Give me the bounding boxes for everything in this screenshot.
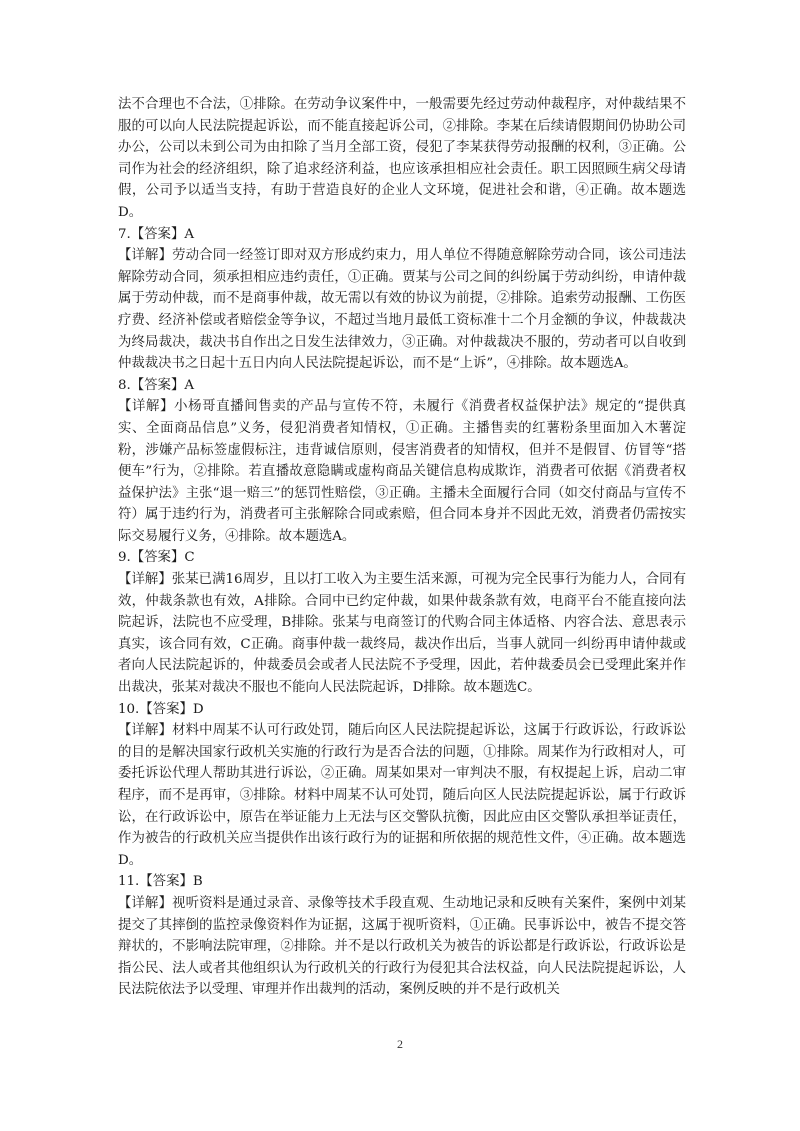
page-number: 2 xyxy=(397,1037,403,1051)
answer-heading-9: 9.【答案】C xyxy=(118,550,195,566)
explanation-8: 【详解】小杨哥直播间售卖的产品与宣传不符，未履行《消费者权益保护法》规定的“提供真实、全面商品信息”义务，侵犯消费者知情权，①正确。主播售卖的红薯粉条里面加入木薯淀粉，涉嫌产品标签虚假标注，违背诚信原则，侵害消费者的知情权，但并不是假冒、仿冒等“搭便车”行为，②排除。若直播故意隐瞒或虚构商品关键信息构成欺诈，消费者可依据《消费者权益保护法》主张“退一赔三”的惩罚性赔偿，③正确。主播未全面履行合同（如交付商品与宣传不符）属于违约行为，消费者可主张解除合同或索赔，但合同本身并不因此无效，消费者仍需按实际交易履行义务，④排除。故本题选A。 xyxy=(118,399,686,544)
answer-heading-11: 11.【答案】B xyxy=(118,874,203,890)
explanation-11: 【详解】视听资料是通过录音、录像等技术手段直观、生动地记录和反映有关案件，案例中刘某提交了其摔倒的监控录像资料作为证据，这属于视听资料，①正确。民事诉讼中，被告不提交答辩状的，不影响法院审理，②排除。并不是以行政机关为被告的诉讼都是行政诉讼，行政诉讼是指公民、法人或者其他组织认为行政机关的行政行为侵犯其合法权益，向人民法院提起诉讼，人民法院依法予以受理、审理并作出裁判的活动，案例反映的并不是行政机关 xyxy=(118,895,686,998)
answer-heading-8: 8.【答案】A xyxy=(118,377,195,393)
explanation-7: 【详解】劳动合同一经签订即对双方形成约束力，用人单位不得随意解除劳动合同，该公司违法解除劳动合同，须承担相应违约责任，①正确。贾某与公司之间的纠纷属于劳动纠纷，申请仲裁属于劳动仲裁，而不是商事仲裁，故无需以有效的协议为前提，②排除。追索劳动报酬、工伤医疗费、经济补偿或者赔偿金等争议，不超过当地月最低工资标准十二个月金额的争议，仲裁裁决为终局裁决，裁决书自作出之日发生法律效力，③正确。对仲裁裁决不服的，劳动者可以自收到仲裁裁决书之日起十五日内向人民法院提起诉讼，而不是“上诉”，④排除。故本题选A。 xyxy=(118,248,686,372)
paragraph-continuation: 法不合理也不合法，①排除。在劳动争议案件中，一般需要先经过劳动仲裁程序，对仲裁结果不服的可以向人民法院提起诉讼，而不能直接起诉公司，②排除。李某在后续请假期间仍协助公司办公，公司以未到公司为由扣除了当月全部工资，侵犯了李某获得劳动报酬的权利，③正确。公司作为社会的经济组织，除了追求经济利益，也应该承担相应社会责任。职工因照顾生病父母请假，公司予以适当支持，有助于营造良好的企业人文环境，促进社会和谐，④正确。故本题选D。 xyxy=(118,97,686,220)
explanation-10: 【详解】材料中周某不认可行政处罚，随后向区人民法院提起诉讼，这属于行政诉讼，行政诉讼的目的是解决国家行政机关实施的行政行为是否合法的问题，①排除。周某作为行政相对人，可委托诉讼代理人帮助其进行诉讼，②正确。周某如果对一审判决不服，有权提起上诉，启动二审程序，而不是再审，③排除。材料中周某不认可处罚，随后向区人民法院提起诉讼，属于行政诉讼，在行政诉讼中，原告在举证能力上无法与区交警队抗衡，因此应由区交警队承担举证责任，作为被告的行政机关应当提供作出该行政行为的证据和所依据的规范性文件，④正确。故本题选D。 xyxy=(118,723,686,868)
explanation-9: 【详解】张某已满16周岁，且以打工收入为主要生活来源，可视为完全民事行为能力人，合同有效，仲裁条款也有效，A排除。合同中已约定仲裁，如果仲裁条款有效，电商平台不能直接向法院起诉，法院也不应受理，B排除。张某与电商签订的代购合同主体适格、内容合法、意思表示真实，该合同有效，C正确。商事仲裁一裁终局，裁决作出后，当事人就同一纠纷再申请仲裁或者向人民法院起诉的，仲裁委员会或者人民法院不予受理，因此，若仲裁委员会已受理此案并作出裁决，张某对裁决不服也不能向人民法院起诉，D排除。故本题选C。 xyxy=(118,572,686,696)
answer-heading-7: 7.【答案】A xyxy=(118,226,195,242)
answer-explanations xyxy=(118,94,686,1001)
answer-heading-10: 10.【答案】D xyxy=(118,701,204,717)
